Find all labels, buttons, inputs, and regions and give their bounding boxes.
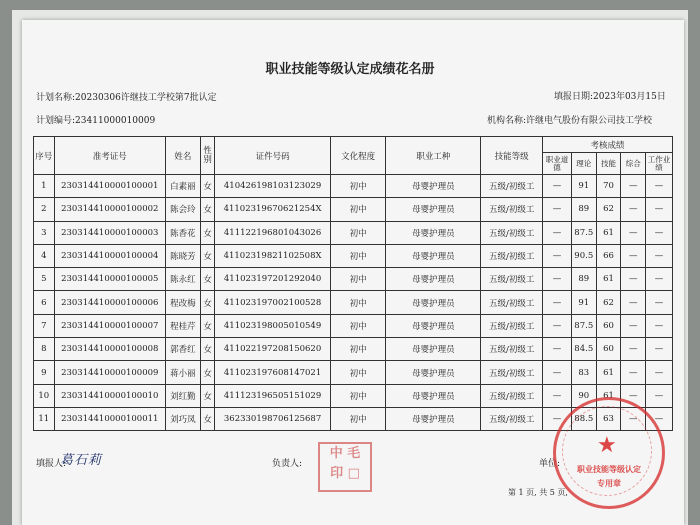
fill-date — [554, 89, 666, 102]
cell-theory: 83 — [571, 361, 596, 384]
cell-combined: — — [621, 175, 646, 198]
cell-ethics: — — [543, 361, 572, 384]
header-ethics: 职业道德 — [543, 153, 572, 175]
cell-ethics: — — [543, 244, 572, 267]
cell-theory: 91 — [571, 175, 596, 198]
cell-theory: 90 — [571, 384, 596, 407]
cell-name: 陈永红 — [165, 268, 200, 291]
cell-work: — — [646, 314, 673, 337]
cell-job: 母婴护理员 — [386, 244, 481, 267]
cell-ethics: — — [543, 291, 572, 314]
cell-ethics: — — [543, 338, 572, 361]
cell-id: 411023197608147021 — [215, 361, 330, 384]
cell-ticket: 230314410000100006 — [54, 291, 165, 314]
cell-edu: 初中 — [330, 338, 386, 361]
cell-id: 411023197002100528 — [215, 291, 330, 314]
cell-name: 郭香红 — [165, 338, 200, 361]
cell-work: — — [646, 244, 673, 267]
cell-name: 陈会玲 — [165, 198, 200, 221]
cell-ethics: — — [543, 268, 572, 291]
cell-skill: 61 — [596, 221, 621, 244]
cell-level: 五级/初级工 — [481, 244, 543, 267]
cell-id: 411123196505151029 — [215, 384, 330, 407]
plan-name-value: 20230306许继技工学校第7批认定 — [75, 93, 217, 103]
cell-work: — — [646, 384, 673, 407]
cell-name: 程改梅 — [165, 291, 200, 314]
cell-name: 程桂芹 — [165, 314, 200, 337]
plan-no-value: 23411000010009 — [75, 116, 156, 126]
manager-name-stamp: 中 毛 印 □ — [318, 442, 372, 492]
cell-gender: 女 — [200, 198, 214, 221]
cell-combined: — — [621, 198, 646, 221]
cell-skill: 70 — [596, 175, 621, 198]
fill-date-value: 2023年03月15日 — [593, 92, 666, 102]
cell-seq: 11 — [34, 407, 55, 430]
header-ticket: 准考证号 — [54, 137, 165, 175]
cell-ethics: — — [543, 175, 572, 198]
cell-level: 五级/初级工 — [481, 221, 543, 244]
cell-edu: 初中 — [330, 175, 386, 198]
cell-combined: — — [621, 244, 646, 267]
cell-job: 母婴护理员 — [386, 175, 481, 198]
cell-skill: 62 — [596, 198, 621, 221]
plan-name-label: 计划名称: — [36, 93, 76, 103]
cell-level: 五级/初级工 — [481, 314, 543, 337]
cell-level: 五级/初级工 — [481, 175, 543, 198]
cell-job: 母婴护理员 — [386, 198, 481, 221]
cell-skill: 61 — [596, 268, 621, 291]
cell-work: — — [646, 407, 673, 430]
header-skill: 技能 — [596, 153, 621, 175]
cell-ticket: 230314410000100002 — [54, 198, 165, 221]
cell-ticket: 230314410000100005 — [54, 268, 165, 291]
cell-work: — — [646, 361, 673, 384]
cell-gender: 女 — [200, 361, 214, 384]
org-name-label: 机构名称: — [487, 116, 527, 126]
org-name-value: 许继电气股份有限公司技工学校 — [526, 116, 653, 126]
cell-ethics: — — [543, 384, 572, 407]
cell-seq: 4 — [34, 244, 55, 267]
plan-no-label: 计划编号: — [36, 116, 76, 126]
cell-gender: 女 — [200, 407, 214, 430]
cell-seq: 3 — [34, 221, 55, 244]
header-name: 姓名 — [165, 137, 200, 175]
cell-combined: — — [621, 314, 646, 337]
cell-combined: — — [621, 221, 646, 244]
cell-name: 陈晓芳 — [165, 244, 200, 267]
cell-combined: — — [621, 384, 646, 407]
cell-seq: 7 — [34, 314, 55, 337]
cell-gender: 女 — [200, 314, 214, 337]
filler-label: 填报人: — [36, 459, 67, 469]
cell-name: 蒋小丽 — [165, 361, 200, 384]
cell-skill: 62 — [596, 291, 621, 314]
cell-edu: 初中 — [330, 384, 386, 407]
cell-id: 41102319670621254X — [215, 198, 330, 221]
cell-ethics: — — [543, 407, 572, 430]
cell-ticket: 230314410000100008 — [54, 338, 165, 361]
cell-ticket: 230314410000100003 — [54, 221, 165, 244]
cell-theory: 88.5 — [571, 407, 596, 430]
cell-ethics: — — [543, 314, 572, 337]
table-row — [34, 198, 673, 221]
cell-combined: — — [621, 338, 646, 361]
cell-work: — — [646, 338, 673, 361]
cell-name: 刘红勤 — [165, 384, 200, 407]
cell-id: 41102319821102508X — [215, 244, 330, 267]
cell-level: 五级/初级工 — [481, 338, 543, 361]
header-id: 证件号码 — [215, 137, 330, 175]
cell-ethics: — — [543, 221, 572, 244]
cell-ticket: 230314410000100007 — [54, 314, 165, 337]
cell-ethics: — — [543, 198, 572, 221]
cell-seq: 2 — [34, 198, 55, 221]
table-row — [34, 361, 673, 384]
cell-job: 母婴护理员 — [386, 361, 481, 384]
cell-work: — — [646, 268, 673, 291]
cell-ticket: 230314410000100011 — [54, 407, 165, 430]
cell-level: 五级/初级工 — [481, 384, 543, 407]
header-gender: 性别 — [200, 137, 214, 175]
cell-name: 陈香花 — [165, 221, 200, 244]
cell-job: 母婴护理员 — [386, 221, 481, 244]
cell-edu: 初中 — [330, 198, 386, 221]
cell-job: 母婴护理员 — [386, 384, 481, 407]
manager-label: 负责人: — [272, 459, 303, 469]
cell-id: 410426198103123029 — [215, 175, 330, 198]
cell-seq: 10 — [34, 384, 55, 407]
header-theory: 理论 — [571, 153, 596, 175]
cell-job: 母婴护理员 — [386, 314, 481, 337]
seal-text-line1: 职业技能等级认定 — [577, 465, 641, 474]
cell-work: — — [646, 175, 673, 198]
score-table — [33, 136, 673, 431]
cell-name: 白素丽 — [165, 175, 200, 198]
cell-level: 五级/初级工 — [481, 291, 543, 314]
cell-skill: 60 — [596, 338, 621, 361]
cell-gender: 女 — [200, 338, 214, 361]
cell-level: 五级/初级工 — [481, 407, 543, 430]
cell-id: 362330198706125687 — [215, 407, 330, 430]
cell-gender: 女 — [200, 175, 214, 198]
cell-ticket: 230314410000100004 — [54, 244, 165, 267]
cell-theory: 90.5 — [571, 244, 596, 267]
cell-job: 母婴护理员 — [386, 291, 481, 314]
cell-theory: 87.5 — [571, 221, 596, 244]
cell-skill: 63 — [596, 407, 621, 430]
table-row — [34, 244, 673, 267]
cell-combined: — — [621, 291, 646, 314]
cell-gender: 女 — [200, 291, 214, 314]
table-body — [34, 175, 673, 431]
cell-level: 五级/初级工 — [481, 361, 543, 384]
header-work: 工作业绩 — [646, 153, 673, 175]
cell-name: 刘巧凤 — [165, 407, 200, 430]
cell-seq: 6 — [34, 291, 55, 314]
cell-edu: 初中 — [330, 291, 386, 314]
header-scores: 考核成绩 — [543, 137, 673, 153]
cell-gender: 女 — [200, 384, 214, 407]
cell-theory: 89 — [571, 268, 596, 291]
cell-gender: 女 — [200, 244, 214, 267]
cell-edu: 初中 — [330, 221, 386, 244]
cell-skill: 61 — [596, 361, 621, 384]
cell-skill: 66 — [596, 244, 621, 267]
cell-id: 411122196801043026 — [215, 221, 330, 244]
cell-edu: 初中 — [330, 314, 386, 337]
fill-date-label: 填报日期: — [554, 92, 594, 102]
cell-gender: 女 — [200, 221, 214, 244]
cell-skill: 60 — [596, 314, 621, 337]
plan-name — [36, 90, 217, 103]
seal-star-icon: ★ — [597, 433, 617, 458]
cell-edu: 初中 — [330, 268, 386, 291]
filler-signature: 葛石莉 — [60, 453, 103, 468]
cell-seq: 1 — [34, 175, 55, 198]
official-seal — [553, 397, 665, 509]
unit-label: 单位: — [539, 459, 561, 469]
cell-skill: 61 — [596, 384, 621, 407]
cell-edu: 初中 — [330, 361, 386, 384]
cell-job: 母婴护理员 — [386, 407, 481, 430]
org-name — [487, 113, 652, 126]
cell-ticket: 230314410000100001 — [54, 175, 165, 198]
cell-job: 母婴护理员 — [386, 338, 481, 361]
cell-edu: 初中 — [330, 244, 386, 267]
cell-seq: 5 — [34, 268, 55, 291]
seal-text-line2: 专用章 — [597, 479, 621, 488]
header-combined: 综合 — [621, 153, 646, 175]
cell-seq: 9 — [34, 361, 55, 384]
header-level: 技能等级 — [481, 137, 543, 175]
table-row — [34, 338, 673, 361]
cell-combined: — — [621, 361, 646, 384]
cell-combined: — — [621, 407, 646, 430]
cell-theory: 89 — [571, 198, 596, 221]
plan-no — [36, 113, 155, 126]
table-row — [34, 268, 673, 291]
cell-theory: 91 — [571, 291, 596, 314]
cell-ticket: 230314410000100010 — [54, 384, 165, 407]
cell-work: — — [646, 221, 673, 244]
cell-work: — — [646, 198, 673, 221]
cell-theory: 87.5 — [571, 314, 596, 337]
cell-work: — — [646, 291, 673, 314]
header-seq: 序号 — [34, 137, 55, 175]
cell-level: 五级/初级工 — [481, 268, 543, 291]
cell-level: 五级/初级工 — [481, 198, 543, 221]
cell-id: 411023197201292040 — [215, 268, 330, 291]
cell-combined: — — [621, 268, 646, 291]
table-row — [34, 291, 673, 314]
cell-gender: 女 — [200, 268, 214, 291]
table-row — [34, 221, 673, 244]
table-row — [34, 175, 673, 198]
cell-seq: 8 — [34, 338, 55, 361]
cell-ticket: 230314410000100009 — [54, 361, 165, 384]
cell-job: 母婴护理员 — [386, 268, 481, 291]
page-title: 职业技能等级认定成绩花名册 — [265, 62, 435, 77]
header-edu: 文化程度 — [330, 137, 386, 175]
cell-theory: 84.5 — [571, 338, 596, 361]
page-info: 第 1 页, 共 5 页, — [508, 488, 568, 497]
cell-id: 411023198005010549 — [215, 314, 330, 337]
cell-edu: 初中 — [330, 407, 386, 430]
table-row — [34, 314, 673, 337]
header-job: 职业工种 — [386, 137, 481, 175]
cell-id: 411022197208150620 — [215, 338, 330, 361]
table-row — [34, 384, 673, 407]
